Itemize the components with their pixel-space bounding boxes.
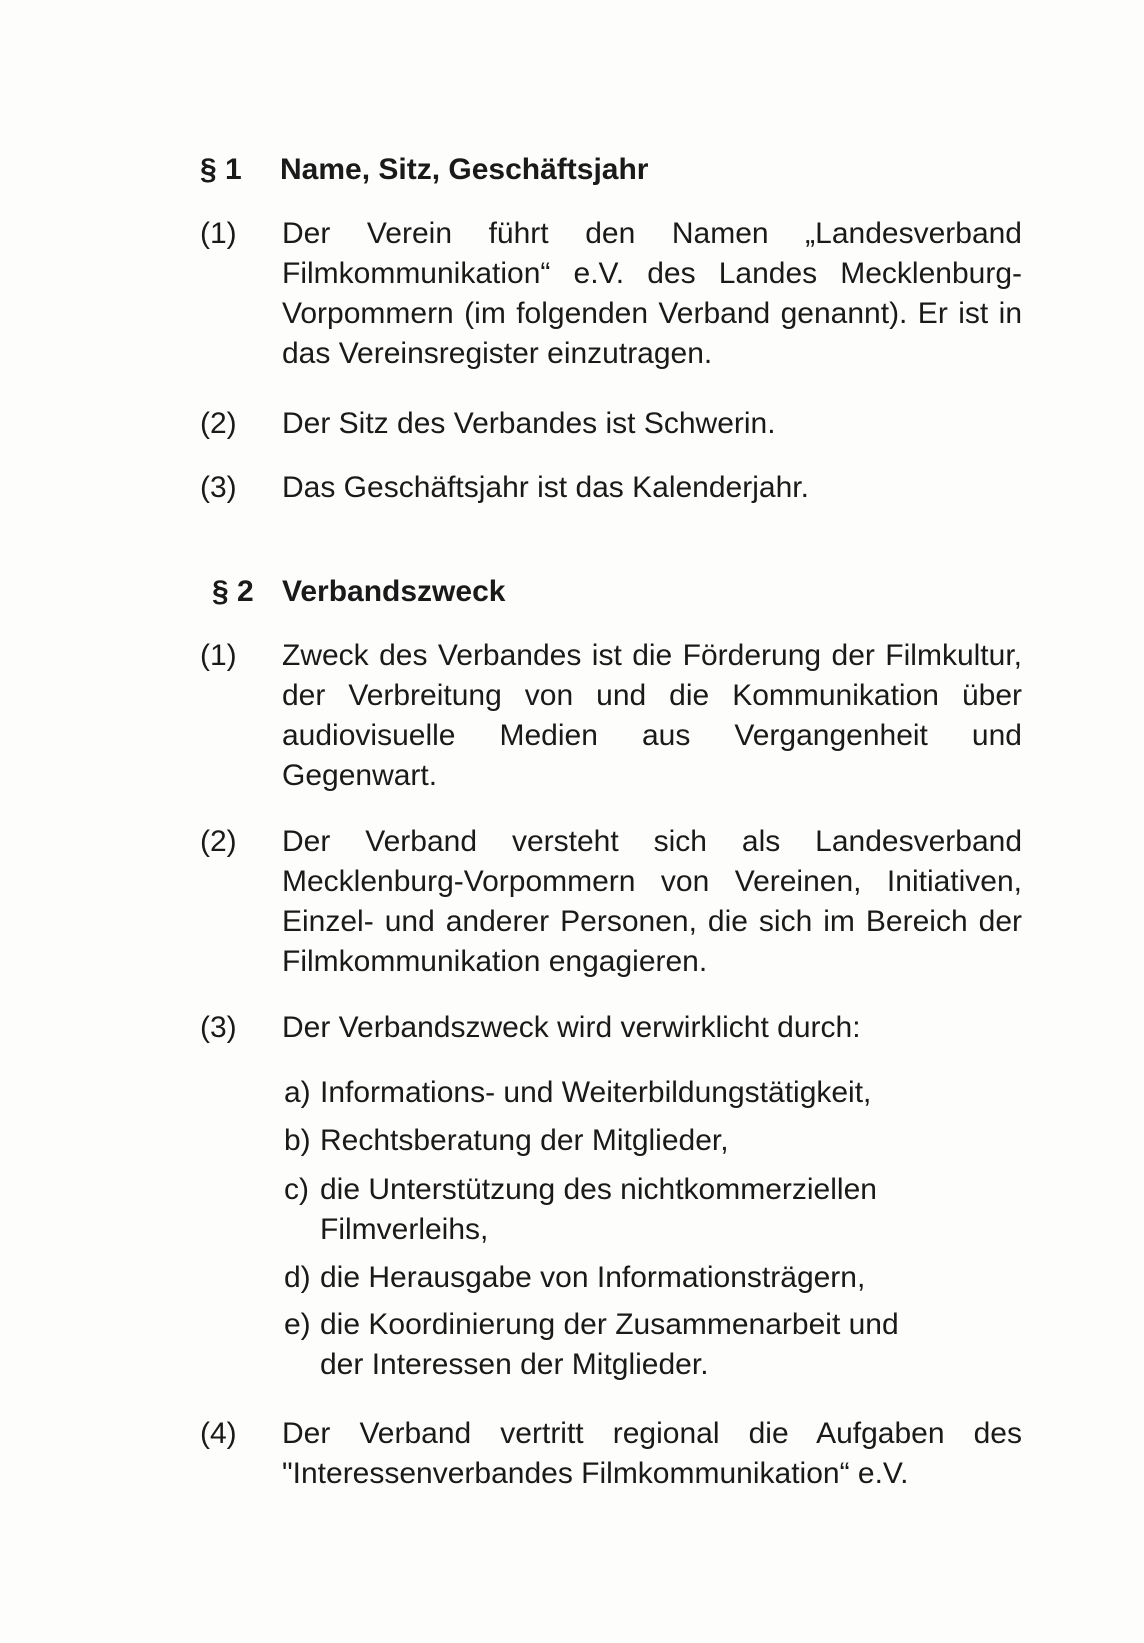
list-item-label: d) [284,1261,311,1294]
paragraph [200,214,1020,374]
section-title: Verbandszweck [282,575,506,608]
list-item-text: Informations- und Weiterbildungstätigkeit, [320,1076,872,1109]
paragraph-number: (2) [200,825,237,858]
list-item-text: die Koordinierung der Zusammenarbeit und der Interessen der Mitglieder. [320,1308,899,1381]
paragraph-number: (3) [200,471,237,504]
paragraph [200,636,1020,796]
list-item-text: Rechtsberatung der Mitglieder, [320,1124,729,1157]
paragraph-text: Der Verband versteht sich als Landesverband Mecklenburg-Vorpommern von Vereinen, Initiativen, Einzel- und anderer Personen, die sich im Bereich der Filmkommunikation engagieren. [282,825,1022,978]
list-item-text: die Herausgabe von Informationsträgern, [320,1261,866,1294]
paragraph-number: (3) [200,1011,237,1044]
paragraph-number: (4) [200,1417,237,1450]
paragraph-text: Zweck des Verbandes ist die Förderung der Filmkultur, der Verbreitung von und die Kommunikation über audiovisuelle Medien aus Vergangenheit und Gegenwart. [282,639,1022,792]
paragraph [200,822,1020,982]
list-item-label: e) [284,1308,311,1341]
paragraph-number: (1) [200,217,237,250]
paragraph-text: Der Sitz des Verbandes ist Schwerin. [282,407,776,440]
paragraph-text: Der Verein führt den Namen „Landesverband Filmkommunikation“ e.V. des Landes Mecklenburg-Vorpommern (im folgenden Verband genannt). Er ist in das Vereinsregister einzutragen. [282,217,1022,370]
paragraph [200,1414,1020,1494]
paragraph-number: (1) [200,639,237,672]
paragraph-text: Der Verbandszweck wird verwirklicht durch: [282,1011,861,1044]
list-item-label: b) [284,1124,311,1157]
section-number: § 1 [200,153,242,186]
paragraph-number: (2) [200,407,237,440]
list-item-text: die Unterstützung des nichtkommerziellen Filmverleihs, [320,1173,877,1246]
paragraph-text: Der Verband vertritt regional die Aufgaben des "Interessenverbandes Filmkommunikation“ e.V. [282,1417,1022,1490]
paragraph-text: Das Geschäftsjahr ist das Kalenderjahr. [282,471,809,504]
section-number: § 2 [212,575,254,608]
list-item-label: c) [284,1173,309,1206]
paragraph [200,468,1020,508]
paragraph [200,1008,1020,1048]
section-title: Name, Sitz, Geschäftsjahr [280,153,649,186]
list-item-label: a) [284,1076,311,1109]
paragraph [200,404,1020,444]
